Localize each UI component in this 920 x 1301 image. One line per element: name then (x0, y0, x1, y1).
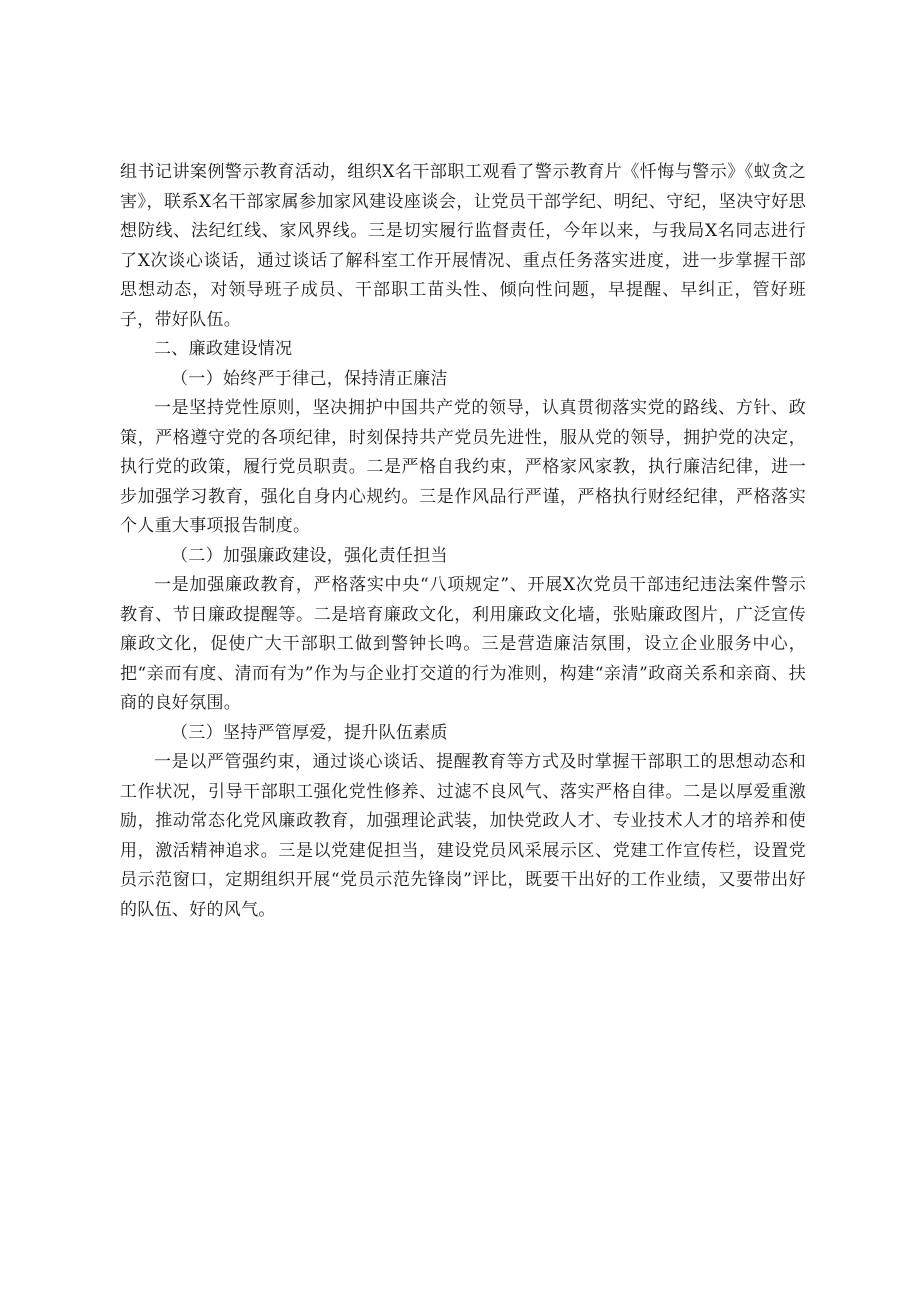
body-paragraph-2-3: 一是以严管强约束，通过谈心谈话、提醒教育等方式及时掌握干部职工的思想动态和工作状况，引导干部职工强化党性修养、过滤不良风气、落实严格自律。二是以厚爱重激励，推动常态化党风廉政教育，加强理论武装，加快党政人才、专业技术人才的培养和使用，激活精神追求。三是以党建促担当，建设党员风采展示区、党建工作宣传栏，设置党员示范窗口，定期组织开展“党员示范先锋岗”评比，既要干出好的工作业绩，又要带出好的队伍、好的风气。 (120, 752, 806, 920)
body-paragraph-continuation: 组书记讲案例警示教育活动，组织X名干部职工观看了警示教育片《忏悔与警示》《蚁贪之害》，联系X名干部家属参加家风建设座谈会，让党员干部学纪、明纪、守纪，坚决守好思想防线、法纪红线、家风界线。三是切实履行监督责任，今年以来，与我局X名同志进行了X次谈心谈话，通过谈话了解科室工作开展情况、重点任务落实进度，进一步掌握干部思想动态，对领导班子成员、干部职工苗头性、倾向性问题，早提醒、早纠正，管好班子，带好队伍。 (120, 162, 806, 330)
sub-heading-2-2: （二）加强廉政建设，强化责任担当 (171, 545, 448, 566)
body-paragraph-2-1: 一是坚持党性原则，坚决拥护中国共产党的领导，认真贯彻落实党的路线、方针、政策，严格遵守党的各项纪律，时刻保持共产党员先进性，服从党的领导，拥护党的决定，执行党的政策，履行党员职责。二是严格自我约束，严格家风家教，执行廉洁纪律，进一步加强学习教育，强化自身内心规约。三是作风品行严谨，严格执行财经纪律，严格落实个人重大事项报告制度。 (120, 398, 806, 536)
sub-heading-2-1: （一）始终严于律己，保持清正廉洁 (171, 368, 448, 389)
document-page (120, 158, 806, 925)
body-paragraph-2-2: 一是加强廉政教育，严格落实中央“八项规定”、开展X次党员干部违纪违法案件警示教育、节日廉政提醒等。二是培育廉政文化，利用廉政文化墙，张贴廉政图片，广泛宣传廉政文化，促使广大干部职工做到警钟长鸣。三是营造廉洁氛围，设立企业服务中心，把“亲而有度、清而有为”作为与企业打交道的行为准则，构建“亲清”政商关系和亲商、扶商的良好氛围。 (120, 575, 806, 713)
sub-heading-2-3: （三）坚持严管厚爱，提升队伍素质 (171, 722, 448, 743)
section-heading-2: 二、廉政建设情况 (154, 339, 293, 359)
